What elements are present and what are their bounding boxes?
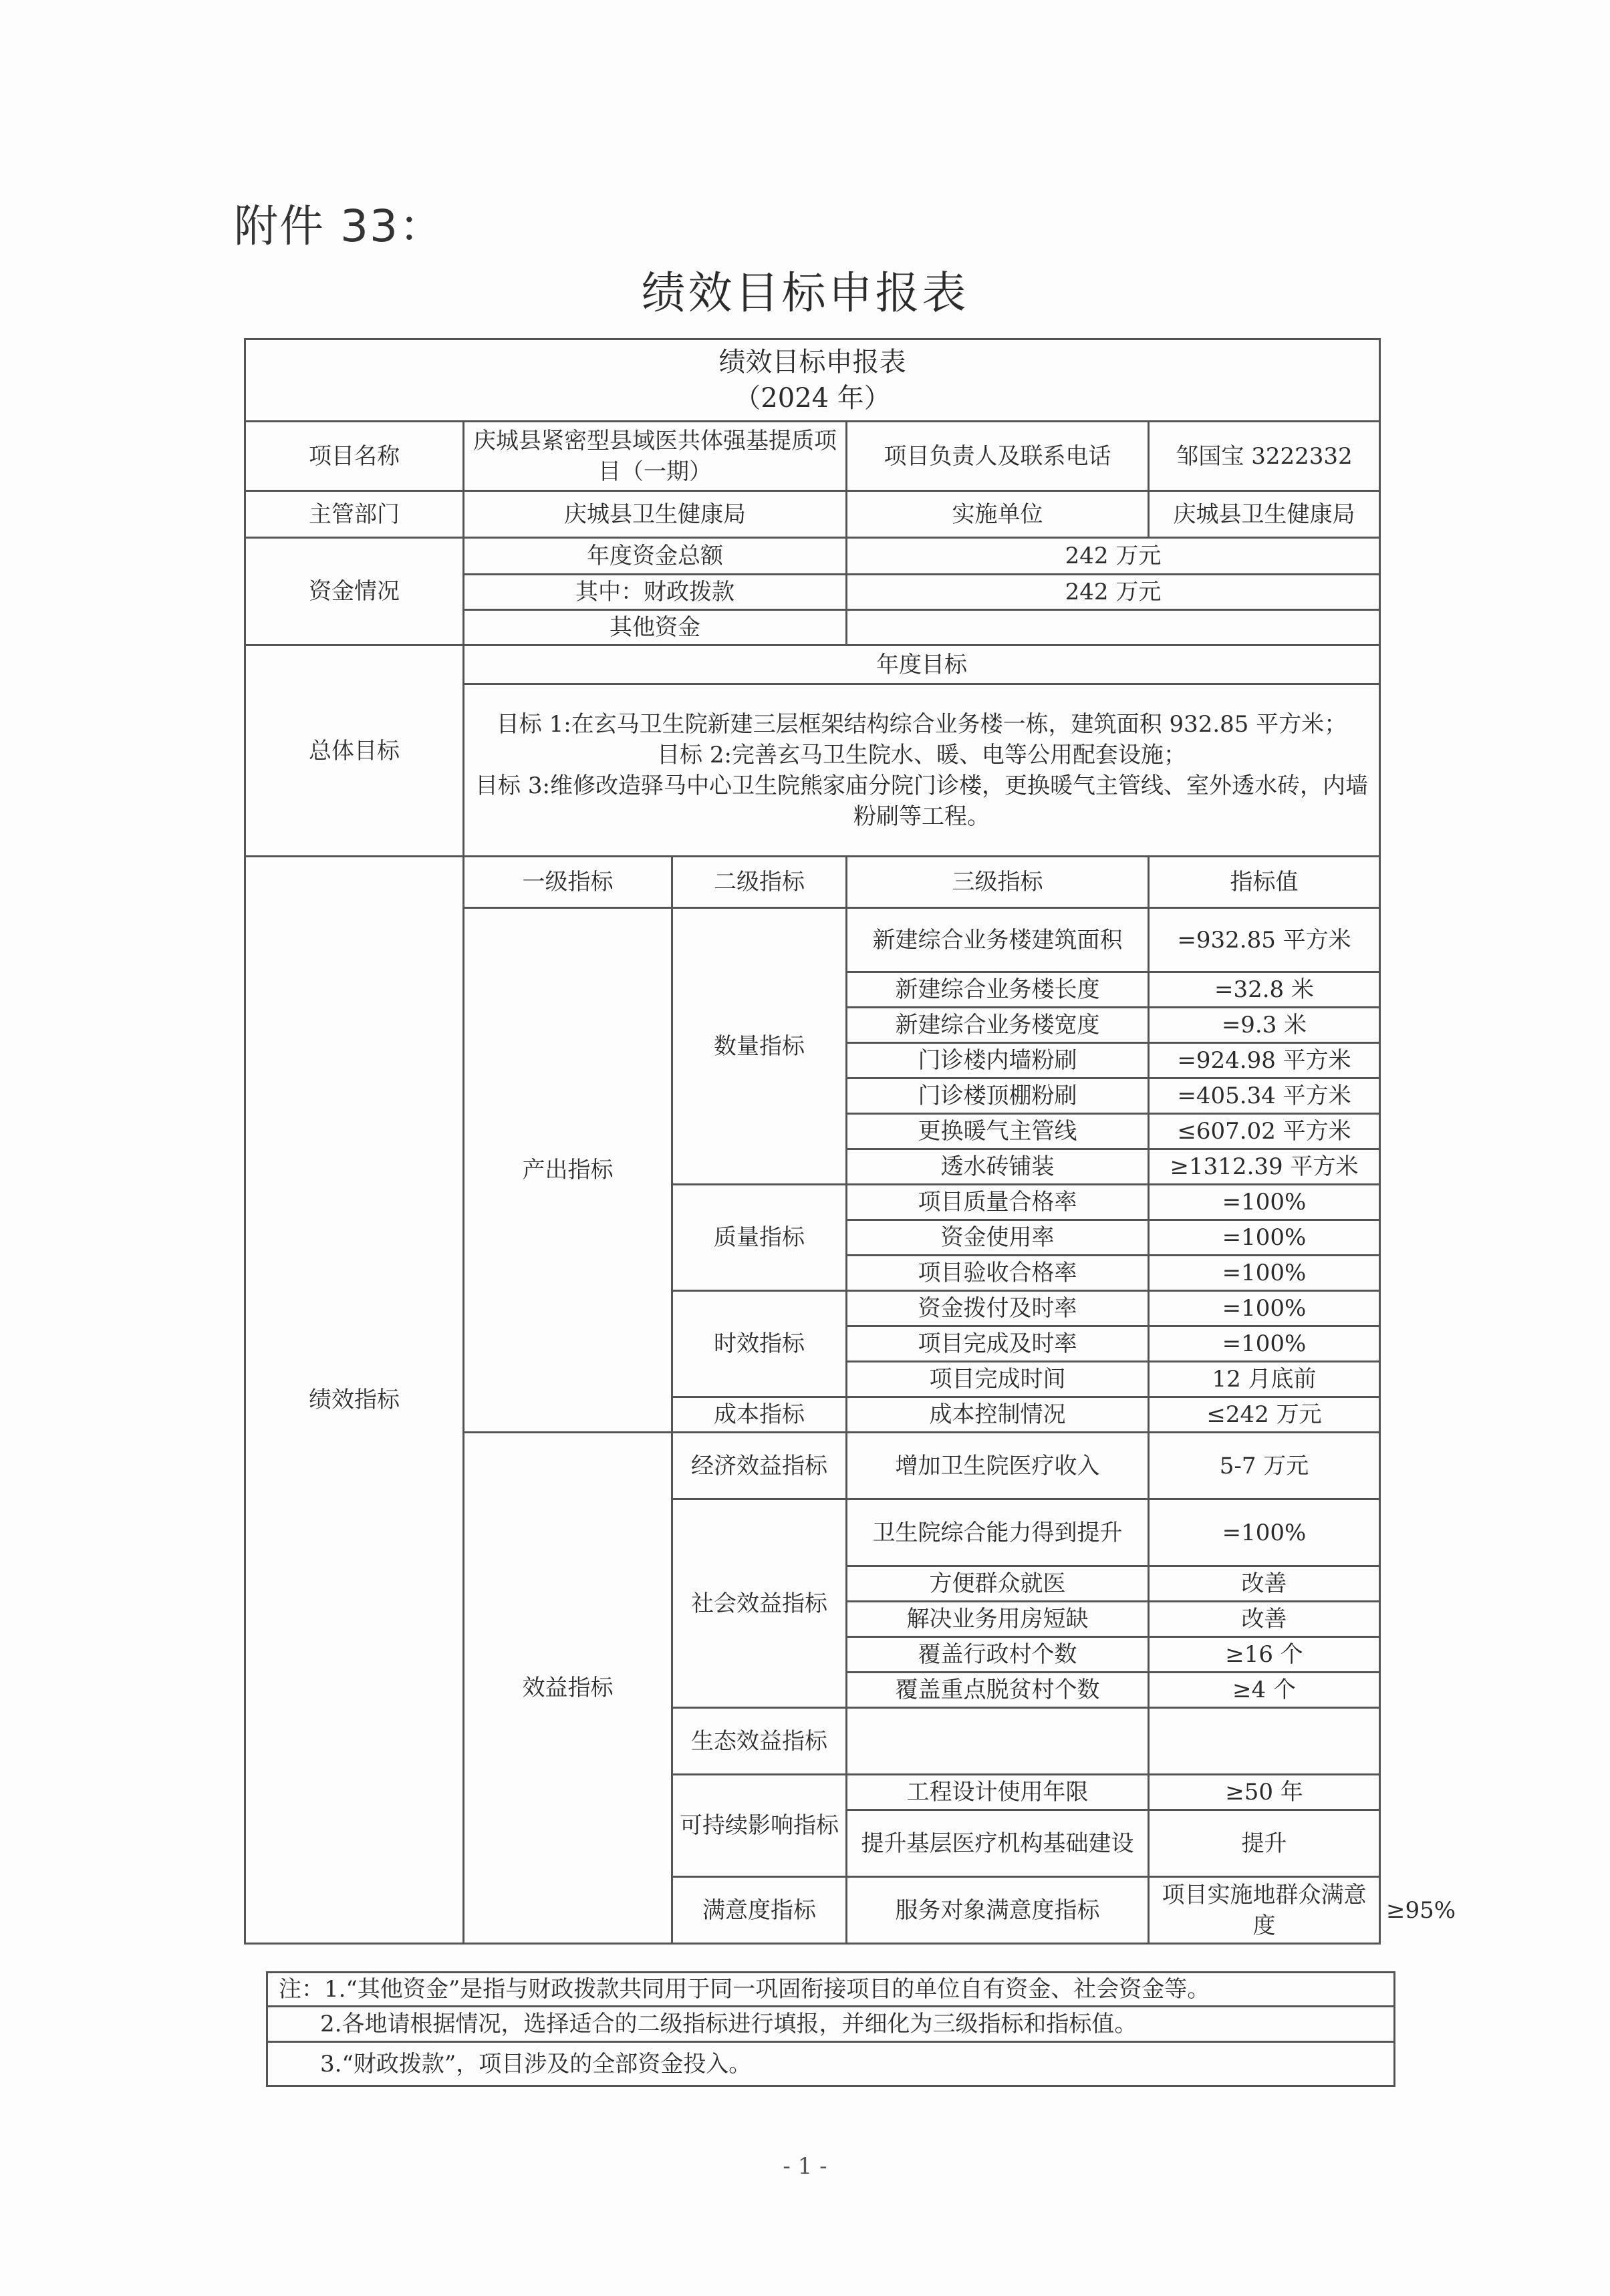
level3-name: 项目验收合格率 [847, 1256, 1149, 1291]
level3-value: =32.8 米 [1149, 972, 1380, 1008]
level3-value: ≥50 年 [1149, 1775, 1380, 1810]
table-title: 绩效目标申报表 [718, 347, 906, 378]
project-name-label: 项目名称 [245, 422, 464, 491]
level3-name: 覆盖行政村个数 [847, 1637, 1149, 1673]
goal-1: 目标 1:在玄马卫生院新建三层框架结构综合业务楼一栋，建筑面积 932.85 平方米； [496, 710, 1347, 738]
table-title-cell [245, 339, 1380, 422]
level3-value: =924.98 平方米 [1149, 1043, 1380, 1079]
funds-total-label: 年度资金总额 [464, 538, 847, 575]
level3-name: 工程设计使用年限 [847, 1775, 1149, 1810]
note-3: 3.“财政拨款”，项目涉及的全部资金投入。 [267, 2042, 1395, 2086]
level3-name: 新建综合业务楼宽度 [847, 1008, 1149, 1043]
level3-value: =9.3 米 [1149, 1008, 1380, 1043]
level3-value: ≤242 万元 [1149, 1397, 1380, 1433]
goal-3: 目标 3:维修改造驿马中心卫生院熊家庙分院门诊楼，更换暖气主管线、室外透水砖，内墙粉刷等工程。 [475, 772, 1368, 830]
level3-name: 成本控制情况 [847, 1397, 1149, 1433]
funds-other-label: 其他资金 [464, 610, 847, 645]
level3-name: 门诊楼顶棚粉刷 [847, 1079, 1149, 1114]
funds-other-value [847, 610, 1380, 645]
satisfaction-indicator-label: 满意度指标 [672, 1877, 847, 1944]
goal-2: 目标 2:完善玄马卫生院水、暖、电等公用配套设施； [657, 741, 1186, 768]
output-indicator-label: 产出指标 [464, 908, 672, 1433]
level3-value: 改善 [1149, 1602, 1380, 1637]
contact-label: 项目负责人及联系电话 [847, 422, 1149, 491]
service-satisfaction-label: 服务对象满意度指标 [847, 1877, 1149, 1944]
economic-indicator-label: 经济效益指标 [672, 1433, 847, 1499]
level3-name: 门诊楼内墙粉刷 [847, 1043, 1149, 1079]
indicators-label: 绩效指标 [245, 857, 464, 1944]
document-title: 绩效目标申报表 [641, 267, 969, 319]
performance-target-table: 绩效目标申报表 （2024 年） 项目名称 庆城县紧密型县域医共体强基提质项目（一期） 项目负责人及联系电话 邹国宝 3222332 主管部门 庆城县卫生健康局 实施单位 庆城县卫生健康局 资金情况 年度资金总额 242 万元 其中：财政拨款 242 万元 其他资金 总体目标 年度目标 目标 1:在玄马卫生院新建三层框架结构综合业务楼一栋，建筑面积 932.85 平方米； 目标 2:完善玄马卫生院水、暖、电等公用配套设施； 目标 3:维修改造驿马中心卫生院熊家庙分院门诊楼，更换暖气主管线、室外透水砖，内墙粉刷等工程。 绩效指标 一级指标 二级指标 三级指标 指标值 产出指标 数量指标 新建综合业务楼建筑面积 =932.85 平方米 新建综合业务楼长度 =32.8 米 新建综合业务楼宽度 =9.3 米 门诊楼内墙粉刷 =924.98 平方米 门诊楼顶棚粉刷 =405.34 平方米 更换暖气主管线 ≤607.02 平方米 透水砖铺装 ≥1312.39 平方米 质量指标 项目质量合格率 =100% 资金使用率 =100% 项目验收合格率 =100% 时效指标 资金拨付及时率 =100% 项目完成及时率 =100% 项目完成时间 12 月底前 成本指标 成本控制情况 ≤242 万元 效益指标 经济效益指标 增加卫生院医疗收入 5-7 万元 社会效益指标 卫生院综合能力得到提升 =100% 方便群众就医 改善 解决业务用房短缺 改善 覆盖行政村个数 ≥16 个 覆盖重点脱贫村个数 ≥4 个 生态效益指标 可持续影响指标 工程设计使用年限 ≥50 年 提升基层医疗机构基础建设 提升 满意度指标 服务对象满意度指标 项目实施地群众满意度 ≥95% [244, 338, 1381, 1945]
funds-label: 资金情况 [245, 538, 464, 645]
header-level2: 二级指标 [672, 857, 847, 908]
quantity-indicator-label: 数量指标 [672, 908, 847, 1185]
dept-label: 主管部门 [245, 491, 464, 538]
level3-name: 卫生院综合能力得到提升 [847, 1499, 1149, 1566]
timeliness-indicator-label: 时效指标 [672, 1291, 847, 1397]
quality-indicator-label: 质量指标 [672, 1185, 847, 1291]
level3-name: 覆盖重点脱贫村个数 [847, 1673, 1149, 1708]
level3-value: =100% [1149, 1291, 1380, 1326]
social-indicator-label: 社会效益指标 [672, 1499, 847, 1708]
level3-name: 资金拨付及时率 [847, 1291, 1149, 1326]
level3-value: =100% [1149, 1220, 1380, 1256]
level3-value: =405.34 平方米 [1149, 1079, 1380, 1114]
note-2: 2.各地请根据情况，选择适合的二级指标进行填报，并细化为三级指标和指标值。 [267, 2007, 1395, 2042]
level3-value: =100% [1149, 1256, 1380, 1291]
level3-value: 5-7 万元 [1149, 1433, 1380, 1499]
level3-name: 项目完成及时率 [847, 1326, 1149, 1362]
table-year: （2024 年） [734, 383, 891, 414]
level3-name: 资金使用率 [847, 1220, 1149, 1256]
annual-goal-label: 年度目标 [464, 645, 1380, 684]
level3-name: 项目完成时间 [847, 1362, 1149, 1397]
attachment-label: 附件 33： [234, 200, 444, 252]
level3-value: ≥1312.39 平方米 [1149, 1149, 1380, 1185]
header-level1: 一级指标 [464, 857, 672, 908]
level3-value: =100% [1149, 1499, 1380, 1566]
impl-value: 庆城县卫生健康局 [1149, 491, 1380, 538]
level3-name: 更换暖气主管线 [847, 1114, 1149, 1149]
funds-total-value: 242 万元 [847, 538, 1380, 575]
header-level3: 三级指标 [847, 857, 1149, 908]
level3-name: 提升基层医疗机构基础建设 [847, 1810, 1149, 1877]
impl-label: 实施单位 [847, 491, 1149, 538]
level3-value: ≤607.02 平方米 [1149, 1114, 1380, 1149]
level3-name: 方便群众就医 [847, 1566, 1149, 1602]
dept-value: 庆城县卫生健康局 [464, 491, 847, 538]
contact-value: 邹国宝 3222332 [1149, 422, 1380, 491]
level3-value: 提升 [1149, 1810, 1380, 1877]
level3-name: 解决业务用房短缺 [847, 1602, 1149, 1637]
funds-fiscal-label: 其中：财政拨款 [464, 575, 847, 610]
level3-value [1149, 1708, 1380, 1775]
level3-name: 增加卫生院医疗收入 [847, 1433, 1149, 1499]
level3-name: 项目实施地群众满意度 [1149, 1877, 1380, 1944]
level3-value: ≥16 个 [1149, 1637, 1380, 1673]
note-1: 注：1.“其他资金”是指与财政拨款共同用于同一巩固衔接项目的单位自有资金、社会资金等。 [267, 1973, 1395, 2007]
level3-name: 项目质量合格率 [847, 1185, 1149, 1220]
overall-goal-label: 总体目标 [245, 645, 464, 857]
level3-name: 透水砖铺装 [847, 1149, 1149, 1185]
cost-indicator-label: 成本指标 [672, 1397, 847, 1433]
level3-value: ≥4 个 [1149, 1673, 1380, 1708]
project-name-value: 庆城县紧密型县域医共体强基提质项目（一期） [464, 422, 847, 491]
funds-fiscal-value: 242 万元 [847, 575, 1380, 610]
level3-value: =100% [1149, 1326, 1380, 1362]
notes-table [266, 1971, 1395, 2087]
level3-name: 新建综合业务楼建筑面积 [847, 908, 1149, 972]
ecological-indicator-label: 生态效益指标 [672, 1708, 847, 1775]
annual-goals [464, 684, 1380, 857]
benefit-indicator-label: 效益指标 [464, 1433, 672, 1944]
level3-value: 12 月底前 [1149, 1362, 1380, 1397]
level3-value: =932.85 平方米 [1149, 908, 1380, 972]
level3-name [847, 1708, 1149, 1775]
page-number: - 1 - [783, 2153, 827, 2180]
level3-name: 新建综合业务楼长度 [847, 972, 1149, 1008]
sustainable-indicator-label: 可持续影响指标 [672, 1775, 847, 1877]
level3-value: 改善 [1149, 1566, 1380, 1602]
level3-value: =100% [1149, 1185, 1380, 1220]
header-value: 指标值 [1149, 857, 1380, 908]
